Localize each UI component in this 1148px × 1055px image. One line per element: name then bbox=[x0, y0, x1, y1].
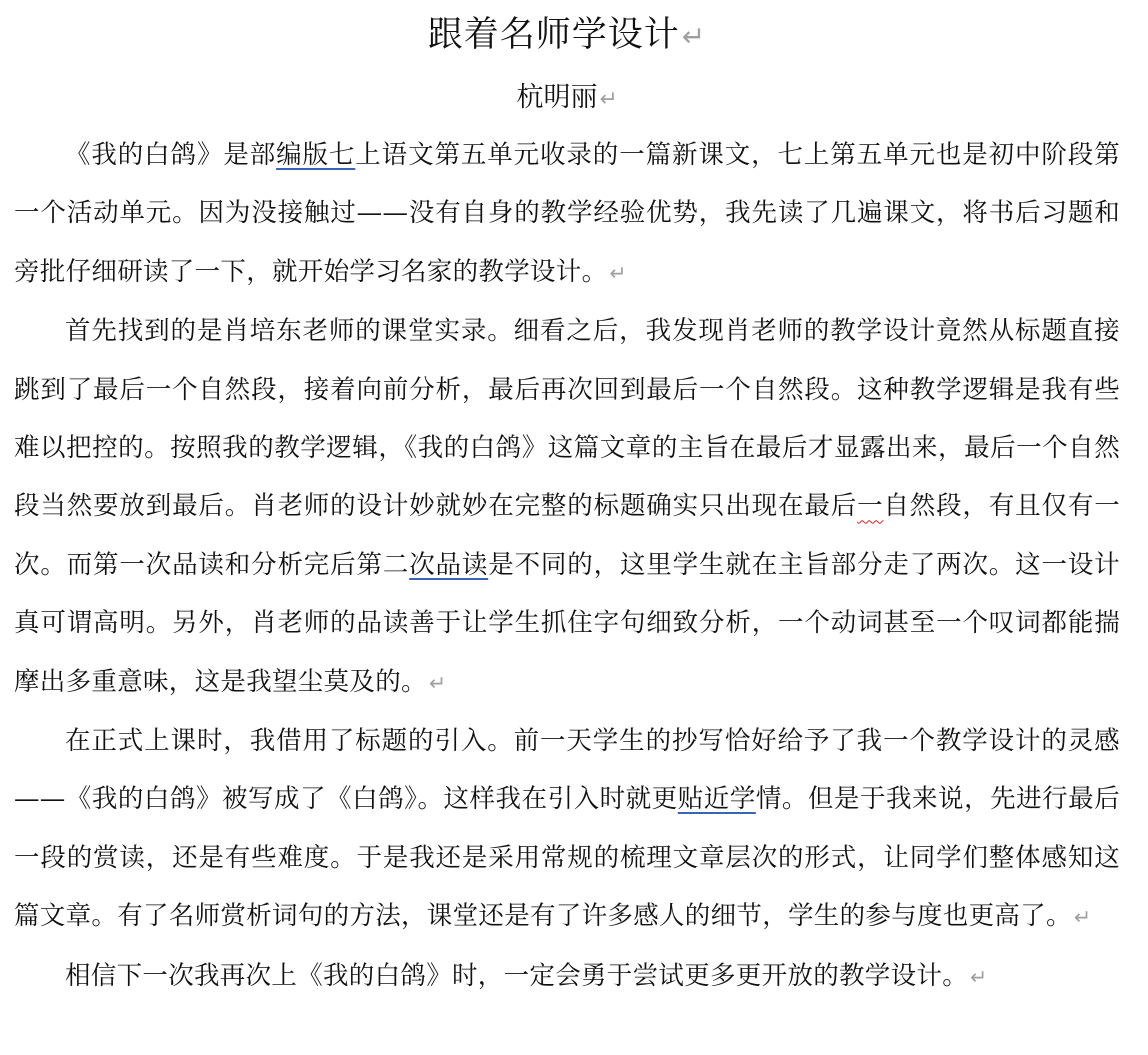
document-title bbox=[14, 0, 1120, 70]
paragraph-mark-icon: ↵ bbox=[1073, 905, 1092, 930]
author-text: 杭明丽 bbox=[516, 82, 598, 113]
body-paragraph-3 bbox=[14, 712, 1120, 947]
paragraph-mark-icon: ↵ bbox=[970, 964, 988, 989]
paragraph-mark-icon: ↵ bbox=[428, 670, 447, 695]
paragraph-text: 情。但是于我来说，先进行最后一段的赏读，还是有些难度。于是我还是采用常规的梳理文章层次的形式，让同学们整体感知这篇文章。有了名师赏析词句的方法，课堂还是有了许多感人的细节，学生的参与度也更高了。 bbox=[14, 784, 1121, 932]
paragraph-mark-icon: ↵ bbox=[681, 20, 707, 53]
document-author bbox=[14, 70, 1120, 126]
body-paragraph-4 bbox=[14, 947, 1120, 1006]
paragraph-text: 是不同的，这里学生就在主旨部分走了两次。这一设计真可谓高明。另外，肖老师的品读善于让学生抓住字句细致分析，一个动词甚至一个叹词都能揣摩出多重意味，这是我望尘莫及的。 bbox=[14, 549, 1120, 697]
paragraph-text: 首先找到的是肖培东老师的课堂实录。细看之后，我发现肖老师的教学设计竟然从标题直接跳到了最后一个自然段，接着向前分析，最后再次回到最后一个自然段。这种教学逻辑是我有些难以把控的。按照我的教学逻辑，《我的白鸽》这篇文章的主旨在最后才显露出来，最后一个自然段当然要放到最后。肖老师的设计妙就妙在完整的标题确实只出现在最后 bbox=[14, 316, 1120, 522]
paragraph-mark-icon: ↵ bbox=[599, 87, 618, 112]
grammar-underlined-text: 编版七 bbox=[276, 140, 356, 170]
grammar-underlined-text: 贴近学 bbox=[677, 784, 756, 815]
spelling-underlined-text: 一 bbox=[857, 491, 884, 522]
paragraph-text: 《我的白鸽》是部 bbox=[65, 140, 277, 170]
paragraph-text: 相信下一次我再次上《我的白鸽》时，一定会勇于尝试更多更开放的教学设计。 bbox=[65, 960, 969, 991]
paragraph-text: 在正式上课时，我借用了标题的引入。前一天学生的抄写恰好给予了我一个教学设计的灵感——《我的白鸽》被写成了《白鸽》。这样我在引入时就更 bbox=[14, 726, 1120, 815]
paragraph-text: 上语文第五单元收录的一篇新课文，七上第五单元也是初中阶段第一个活动单元。因为没接触过——没有自身的教学经验优势，我先读了几遍课文，将书后习题和旁批仔细研读了一下，就开始学习名家的教学设计。 bbox=[14, 140, 1120, 287]
paragraph-text: 自然段，有且仅有一次。而第一次品读和分析完后第二 bbox=[14, 491, 1121, 580]
body-paragraph-1 bbox=[14, 126, 1120, 302]
title-text: 跟着名师学设计 bbox=[427, 15, 680, 55]
document-page bbox=[14, 0, 1120, 1006]
grammar-underlined-text: 次品读 bbox=[409, 549, 489, 580]
paragraph-mark-icon: ↵ bbox=[609, 260, 627, 285]
body-paragraph-2 bbox=[14, 302, 1120, 712]
